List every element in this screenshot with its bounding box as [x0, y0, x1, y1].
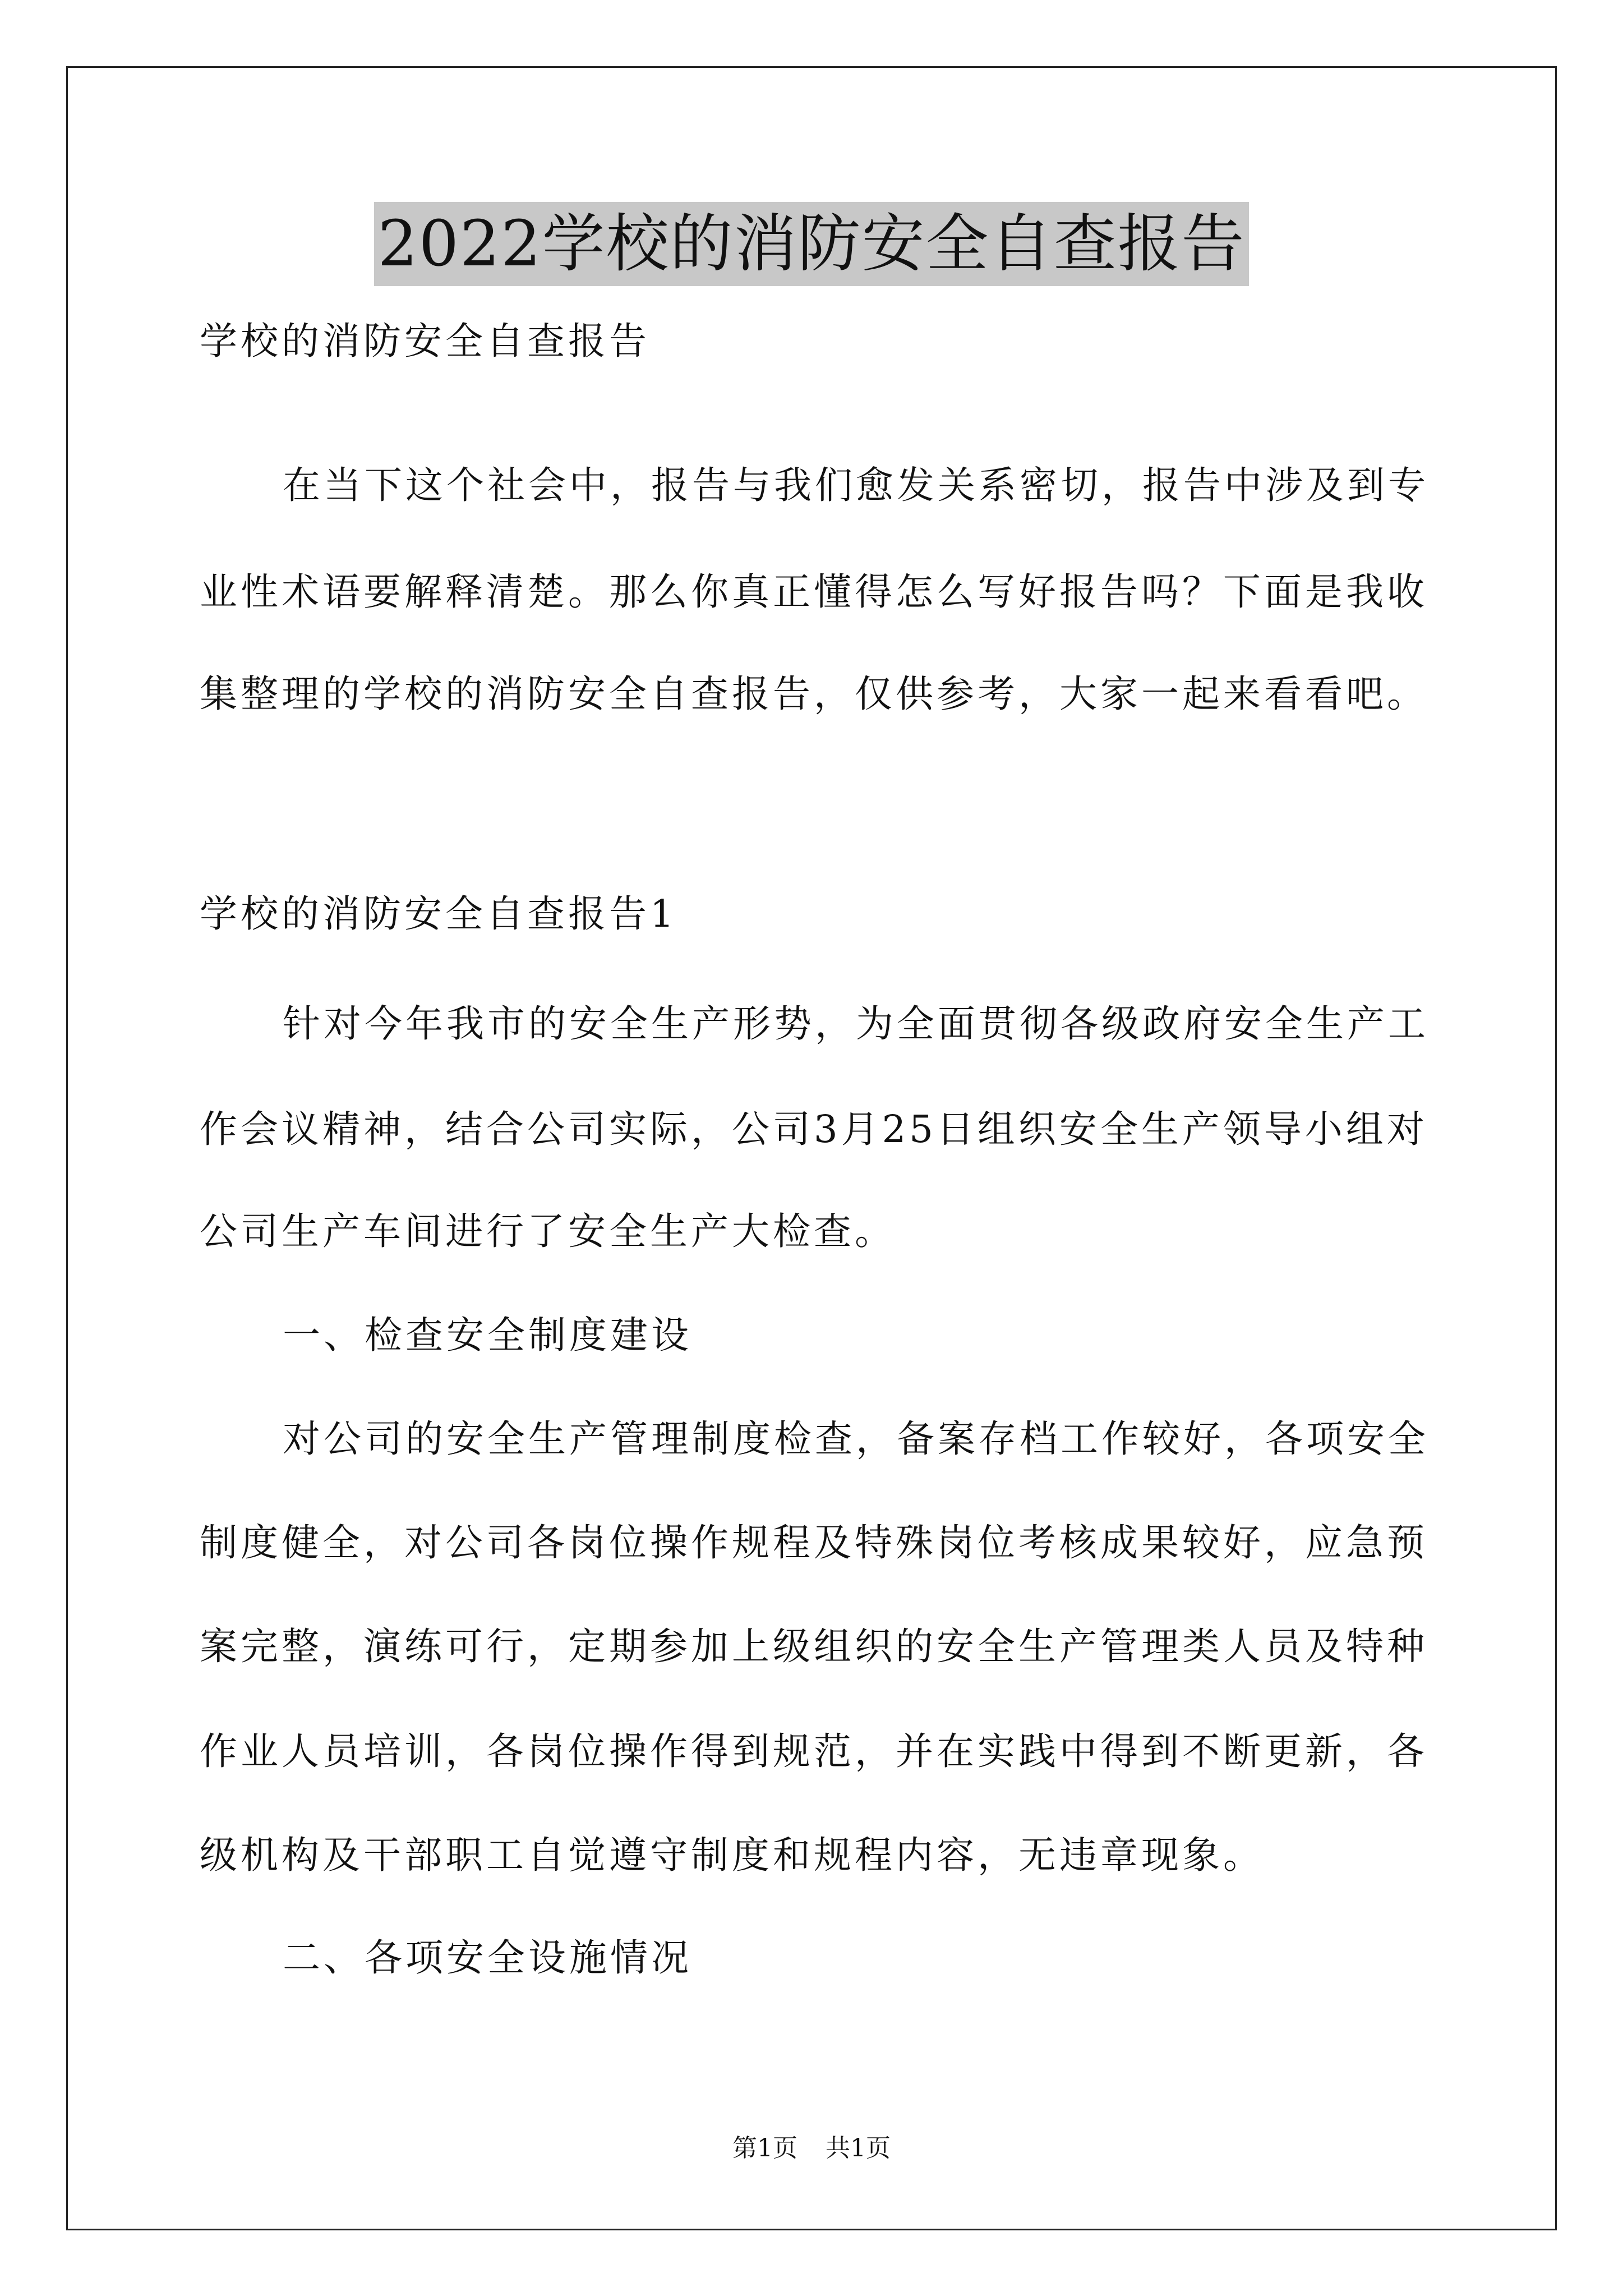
paragraph-line: 案完整，演练可行，定期参加上级组织的安全生产管理类人员及特种	[200, 1625, 1428, 1668]
paragraph-line: 业性术语要解释清楚。那么你真正懂得怎么写好报告吗？下面是我收	[200, 570, 1428, 614]
paragraph-line: 级机构及干部职工自觉遵守制度和规程内容，无违章现象。	[200, 1833, 1264, 1877]
paragraph-line: 对公司的安全生产管理制度检查，备案存档工作较好，各项安全	[283, 1417, 1429, 1461]
paragraph-line: 针对今年我市的安全生产形势，为全面贯彻各级政府安全生产工	[283, 1002, 1429, 1046]
paragraph-line: 公司生产车间进行了安全生产大检查。	[200, 1209, 896, 1253]
subtitle: 学校的消防安全自查报告	[200, 319, 650, 363]
subsection-heading: 二、各项安全设施情况	[283, 1936, 692, 1980]
section-heading: 学校的消防安全自查报告1	[200, 892, 677, 936]
page-footer	[0, 2132, 1623, 2165]
page-total: 共1页	[826, 2134, 891, 2162]
paragraph-line: 作会议精神，结合公司实际，公司3月25日组织安全生产领导小组对	[200, 1107, 1428, 1151]
paragraph-line: 制度健全，对公司各岗位操作规程及特殊岗位考核成果较好，应急预	[200, 1521, 1428, 1565]
title-container	[0, 202, 1623, 286]
page-number: 第1页	[732, 2134, 797, 2162]
document-title: 2022学校的消防安全自查报告	[374, 202, 1248, 286]
subsection-heading: 一、检查安全制度建设	[283, 1313, 692, 1357]
paragraph-line: 在当下这个社会中，报告与我们愈发关系密切，报告中涉及到专	[283, 463, 1429, 507]
paragraph-line: 作业人员培训，各岗位操作得到规范，并在实践中得到不断更新，各	[200, 1729, 1428, 1773]
paragraph-line: 集整理的学校的消防安全自查报告，仅供参考，大家一起来看看吧。	[200, 672, 1428, 716]
